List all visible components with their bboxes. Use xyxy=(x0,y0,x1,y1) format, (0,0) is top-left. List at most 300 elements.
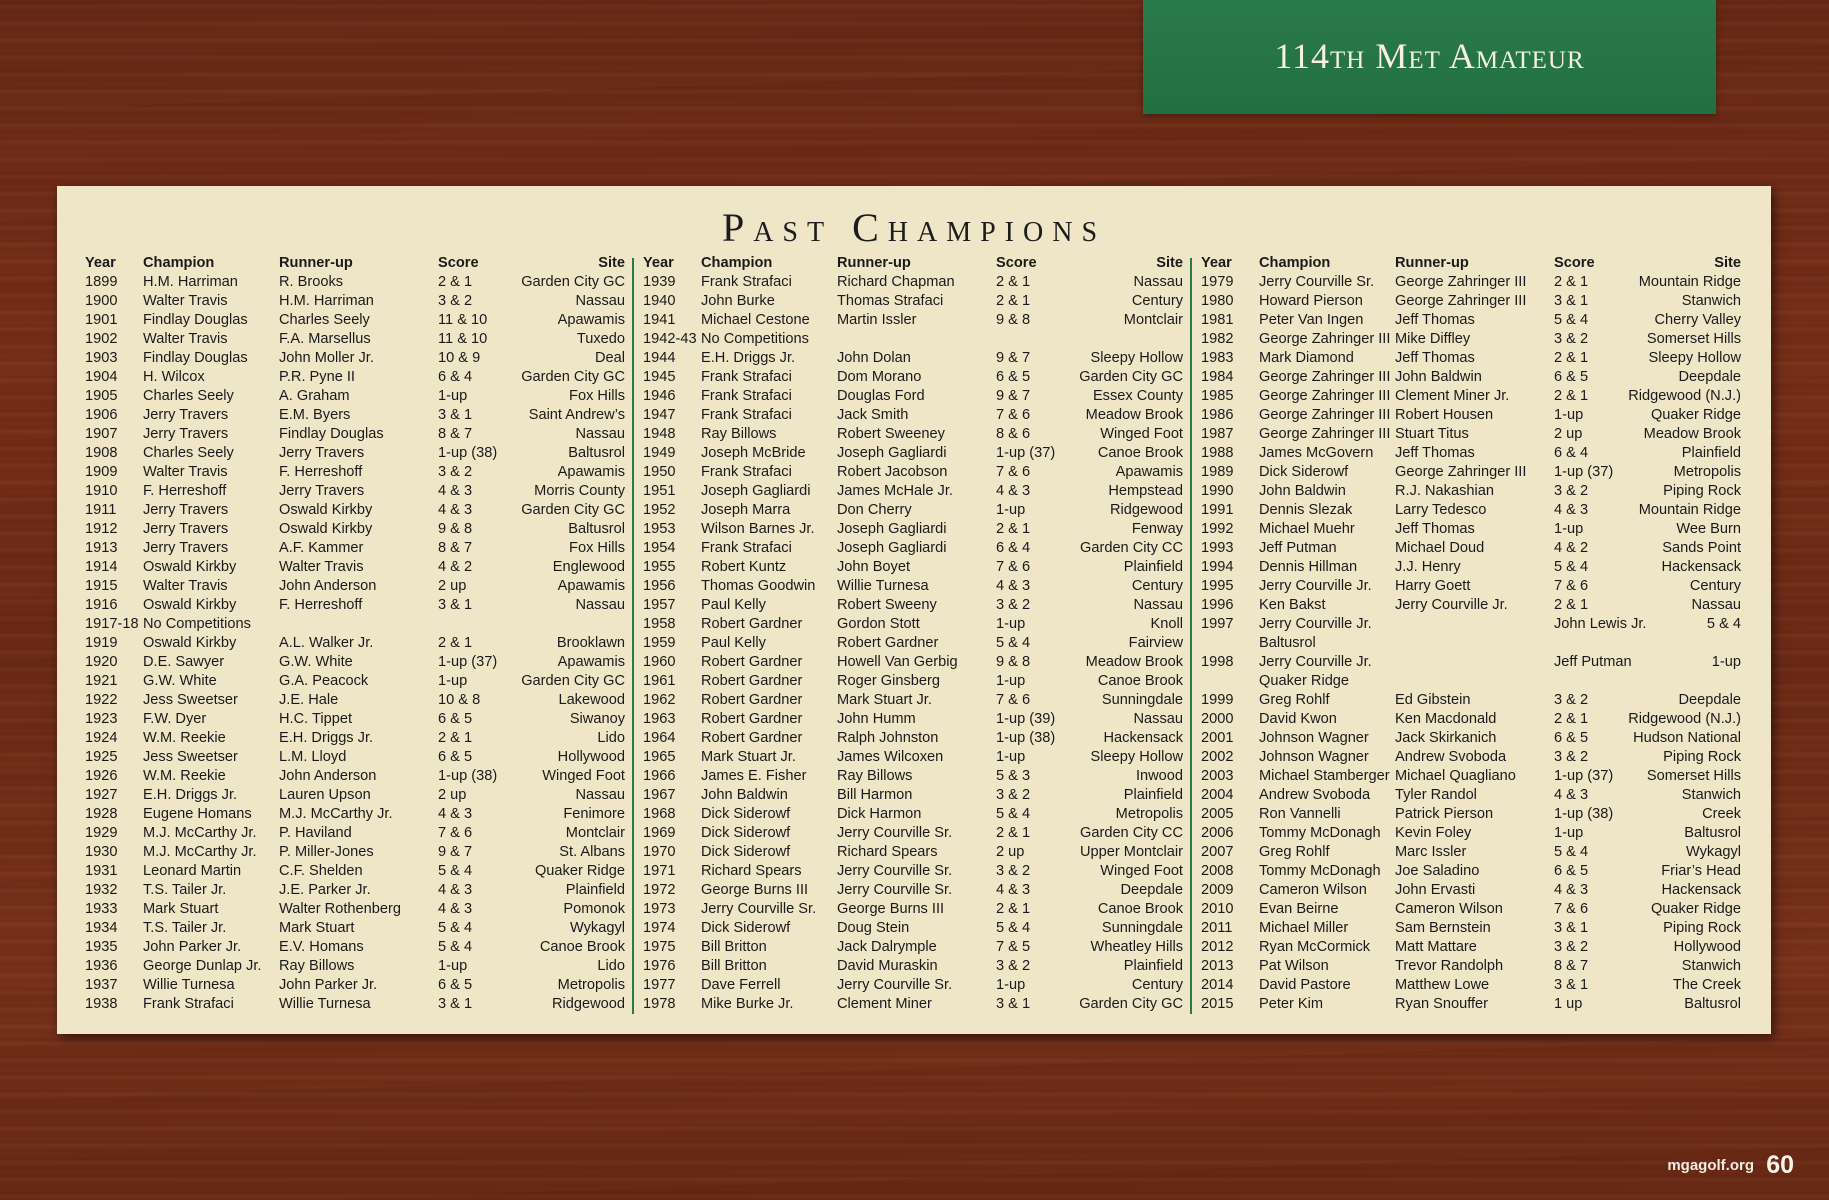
score-cell: 7 & 6 xyxy=(996,407,1031,423)
runner-up-cell: Jack Smith xyxy=(837,407,909,423)
table-row xyxy=(85,330,625,349)
site-cell: Ridgewood xyxy=(551,996,625,1012)
year-cell: 1978 xyxy=(643,996,676,1012)
site-cell: 1-up xyxy=(1711,654,1741,670)
runner-up-cell: Ralph Johnston xyxy=(837,730,939,746)
site-cell: Stanwich xyxy=(1681,787,1741,803)
champion-cell: Ken Bakst xyxy=(1259,597,1326,613)
year-cell: 1953 xyxy=(643,521,676,537)
runner-up-cell: J.E. Parker Jr. xyxy=(279,882,371,898)
champion-cell: George Zahringer III xyxy=(1259,388,1391,404)
runner-up-cell: Tyler Randol xyxy=(1395,787,1477,803)
score-cell: 7 & 6 xyxy=(1554,578,1589,594)
score-cell: 2 up xyxy=(438,578,467,594)
table-row xyxy=(85,577,625,596)
site-cell: Quaker Ridge xyxy=(534,863,625,879)
site-cell: Mountain Ridge xyxy=(1638,502,1741,518)
champion-cell: Pat Wilson xyxy=(1259,958,1329,974)
runner-up-cell: Gordon Stott xyxy=(837,616,920,632)
champion-cell: Dave Ferrell xyxy=(701,977,781,993)
runner-up-cell: Jeff Thomas xyxy=(1395,521,1475,537)
year-cell: 1939 xyxy=(643,274,676,290)
score-cell: 1-up (38) xyxy=(996,730,1056,746)
year-cell: 2014 xyxy=(1201,977,1234,993)
site-cell: Pomonok xyxy=(563,901,625,917)
champion-cell: No Competitions xyxy=(701,331,809,347)
year-cell: 1985 xyxy=(1201,388,1234,404)
site-cell: Deepdale xyxy=(1678,369,1741,385)
runner-up-cell: Ray Billows xyxy=(837,768,913,784)
table-row xyxy=(1201,330,1741,349)
site-cell: Brooklawn xyxy=(556,635,625,651)
year-cell: 1917-18 xyxy=(85,616,139,632)
site-cell: Winged Foot xyxy=(1100,863,1183,879)
year-cell: 1956 xyxy=(643,578,676,594)
score-cell: 4 & 2 xyxy=(1554,540,1589,556)
score-cell: 2 & 1 xyxy=(996,521,1031,537)
table-row xyxy=(643,653,1183,672)
champion-cell: Robert Gardner xyxy=(701,711,803,727)
champion-cell: John Baldwin xyxy=(701,787,788,803)
runner-up-cell: Cameron Wilson xyxy=(1395,901,1503,917)
score-cell: 4 & 3 xyxy=(996,578,1031,594)
champion-cell: Ray Billows xyxy=(701,426,777,442)
year-cell: 1914 xyxy=(85,559,118,575)
banner-title: 114th Met Amateur xyxy=(1274,36,1585,76)
table-row xyxy=(85,919,625,938)
champion-cell: Robert Gardner xyxy=(701,692,803,708)
year-cell: 1977 xyxy=(643,977,676,993)
champion-cell: Michael Stamberger xyxy=(1259,768,1390,784)
runner-up-cell: Jeff Thomas xyxy=(1395,350,1475,366)
table-row xyxy=(1201,368,1741,387)
table-row xyxy=(643,558,1183,577)
score-cell: 1-up (37) xyxy=(438,654,498,670)
runner-up-cell: Matt Mattare xyxy=(1395,939,1477,955)
runner-up-cell: Oswald Kirkby xyxy=(279,502,373,518)
score-cell: 9 & 8 xyxy=(996,654,1031,670)
score-cell: 9 & 7 xyxy=(996,350,1031,366)
year-cell: 1966 xyxy=(643,768,676,784)
year-cell: 1992 xyxy=(1201,521,1234,537)
table-header-row xyxy=(85,254,625,273)
site-cell: Garden City GC xyxy=(521,369,625,385)
site-cell: Meadow Brook xyxy=(1643,426,1741,442)
year-cell: 1935 xyxy=(85,939,118,955)
table-row xyxy=(1201,957,1741,976)
table-row xyxy=(85,729,625,748)
site-cell: Plainfield xyxy=(1681,445,1741,461)
year-cell: 1969 xyxy=(643,825,676,841)
runner-up-cell: F. Herreshoff xyxy=(279,464,363,480)
champion-cell: Joseph Marra xyxy=(701,502,791,518)
champion-cell: Jeff Putman xyxy=(1259,540,1337,556)
site-cell: Garden City CC xyxy=(1080,540,1183,556)
champion-cell: Bill Britton xyxy=(701,939,767,955)
runner-up-cell: Stuart Titus xyxy=(1395,426,1469,442)
site-cell: Wheatley Hills xyxy=(1090,939,1183,955)
runner-up-cell: Charles Seely xyxy=(279,312,370,328)
champion-cell: Frank Strafaci xyxy=(701,274,792,290)
score-header: Score xyxy=(996,255,1037,271)
table-row xyxy=(85,672,625,691)
runner-up-cell: Andrew Svoboda xyxy=(1395,749,1507,765)
year-cell: 1945 xyxy=(643,369,676,385)
runner-up-cell: A. Graham xyxy=(279,388,350,404)
site-cell: Siwanoy xyxy=(569,711,625,727)
score-cell: 3 & 2 xyxy=(438,464,473,480)
year-cell: 1899 xyxy=(85,274,118,290)
site-cell: Meadow Brook xyxy=(1085,654,1183,670)
table-row xyxy=(85,805,625,824)
year-cell: 1960 xyxy=(643,654,676,670)
site-cell: Metropolis xyxy=(1673,464,1741,480)
site-cell: Knoll xyxy=(1150,616,1183,632)
runner-up-cell: John Boyet xyxy=(837,559,911,575)
champion-cell: Jerry Courville Sr. xyxy=(1259,274,1375,290)
champion-cell: T.S. Tailer Jr. xyxy=(143,920,227,936)
score-cell: 7 & 6 xyxy=(996,692,1031,708)
site-cell: Century xyxy=(1131,293,1183,309)
score-cell: 1 up xyxy=(1554,996,1583,1012)
site-cell: Essex County xyxy=(1092,388,1183,404)
score-cell: 1-up xyxy=(996,749,1026,765)
champion-cell: Paul Kelly xyxy=(701,597,766,613)
site-cell: Montclair xyxy=(1123,312,1183,328)
runner-up-cell: Willie Turnesa xyxy=(837,578,929,594)
runner-up-cell: Joe Saladino xyxy=(1395,863,1480,879)
score-cell: 4 & 3 xyxy=(996,483,1031,499)
table-row xyxy=(643,995,1183,1014)
table-row xyxy=(1201,786,1741,805)
table-row xyxy=(85,368,625,387)
champion-cell: John Baldwin xyxy=(1259,483,1346,499)
runner-up-cell: Robert Sweeney xyxy=(837,426,945,442)
runner-up-cell: Robert Sweeny xyxy=(837,597,937,613)
table-row xyxy=(643,843,1183,862)
champions-table-1939-1978 xyxy=(643,254,1183,1014)
score-cell: 11 & 10 xyxy=(438,331,488,347)
champion-cell: Jerry Courville Jr. xyxy=(1259,616,1372,632)
site-cell: Cherry Valley xyxy=(1654,312,1741,328)
score-cell: 3 & 2 xyxy=(996,863,1031,879)
runner-up-cell: A.L. Walker Jr. xyxy=(279,635,374,651)
score-cell: 3 & 2 xyxy=(1554,692,1589,708)
site-cell: Deepdale xyxy=(1678,692,1741,708)
champion-cell: M.J. McCarthy Jr. xyxy=(143,844,257,860)
site-cell: Englewood xyxy=(552,559,625,575)
table-row xyxy=(85,995,625,1014)
year-cell: 1984 xyxy=(1201,369,1234,385)
site-cell: Fox Hills xyxy=(569,388,625,404)
champion-cell: James McGovern xyxy=(1259,445,1374,461)
score-cell: 3 & 1 xyxy=(438,407,473,423)
runner-up-cell: Jerry Travers xyxy=(279,445,365,461)
year-cell: 1911 xyxy=(85,502,117,518)
score-cell: 2 & 1 xyxy=(1554,274,1589,290)
score-cell: 6 & 5 xyxy=(996,369,1031,385)
year-cell: 1948 xyxy=(643,426,676,442)
score-cell: 6 & 5 xyxy=(438,711,473,727)
year-cell: 1976 xyxy=(643,958,676,974)
score-cell: 2 up xyxy=(438,787,467,803)
table-row xyxy=(643,444,1183,463)
table-row xyxy=(643,919,1183,938)
year-cell: 1959 xyxy=(643,635,676,651)
site-cell: Mountain Ridge xyxy=(1638,274,1741,290)
runner-up-cell: P. Haviland xyxy=(279,825,352,841)
champion-cell: Dick Siderowf xyxy=(701,825,791,841)
year-cell: 1915 xyxy=(85,578,118,594)
table-row xyxy=(85,273,625,292)
table-row xyxy=(643,273,1183,292)
table-row xyxy=(1201,900,1741,919)
champion-cell: W.M. Reekie xyxy=(143,730,226,746)
year-cell: 1974 xyxy=(643,920,676,936)
champion-cell: Johnson Wagner xyxy=(1259,749,1369,765)
site-cell: Baltusrol xyxy=(568,445,625,461)
runner-up-cell: M.J. McCarthy Jr. xyxy=(279,806,393,822)
table-row xyxy=(643,463,1183,482)
year-cell: 1908 xyxy=(85,445,118,461)
champion-cell: George Zahringer III xyxy=(1259,331,1391,347)
champion-cell: Dennis Slezak xyxy=(1259,502,1353,518)
site-cell: St. Albans xyxy=(559,844,625,860)
score-cell: 5 & 4 xyxy=(1554,312,1589,328)
table-row xyxy=(85,349,625,368)
runner-up-cell: F.A. Marsellus xyxy=(279,331,371,347)
score-cell: 5 & 4 xyxy=(1554,559,1589,575)
score-cell: 4 & 3 xyxy=(438,806,473,822)
runner-up-cell: John Moller Jr. xyxy=(279,350,374,366)
table-row xyxy=(85,463,625,482)
table-row xyxy=(1201,634,1741,653)
table-row xyxy=(643,862,1183,881)
table-row xyxy=(85,558,625,577)
site-cell: Nassau xyxy=(575,426,625,442)
year-cell: 2002 xyxy=(1201,749,1234,765)
table-row xyxy=(1201,729,1741,748)
site-cell: Wee Burn xyxy=(1676,521,1741,537)
table-row xyxy=(1201,406,1741,425)
site-cell: Canoe Brook xyxy=(1097,445,1183,461)
score-cell: 4 & 3 xyxy=(438,483,473,499)
score-cell: 3 & 1 xyxy=(996,996,1031,1012)
table-row xyxy=(1201,767,1741,786)
year-cell: 1963 xyxy=(643,711,676,727)
year-cell: 1921 xyxy=(85,673,118,689)
champions-table-1939-before xyxy=(85,254,625,1014)
runner-up-header: Runner-up xyxy=(279,255,353,271)
year-cell: 1986 xyxy=(1201,407,1234,423)
table-row xyxy=(85,501,625,520)
score-cell: 1-up xyxy=(996,616,1026,632)
year-cell: 1901 xyxy=(85,312,118,328)
score-cell: John Lewis Jr. xyxy=(1554,616,1647,632)
year-cell: 1964 xyxy=(643,730,676,746)
runner-up-cell: Joseph Gagliardi xyxy=(837,445,947,461)
year-cell: 1932 xyxy=(85,882,118,898)
runner-up-cell: Walter Rothenberg xyxy=(279,901,401,917)
year-cell: 1909 xyxy=(85,464,118,480)
year-cell: 1975 xyxy=(643,939,676,955)
table-row xyxy=(1201,425,1741,444)
champion-cell: Jess Sweetser xyxy=(143,692,238,708)
score-cell: 9 & 8 xyxy=(996,312,1031,328)
column-divider xyxy=(632,258,634,1014)
table-row xyxy=(1201,501,1741,520)
year-cell: 1979 xyxy=(1201,274,1234,290)
score-cell: 9 & 7 xyxy=(996,388,1031,404)
site-cell: Upper Montclair xyxy=(1079,844,1183,860)
champion-cell: James E. Fisher xyxy=(701,768,807,784)
year-cell: 1919 xyxy=(85,635,118,651)
runner-up-cell: Roger Ginsberg xyxy=(837,673,941,689)
champion-header: Champion xyxy=(143,255,215,271)
site-cell: Fenway xyxy=(1131,521,1183,537)
champion-cell: George Dunlap Jr. xyxy=(143,958,262,974)
year-cell: 1910 xyxy=(85,483,118,499)
runner-up-cell: George Zahringer III xyxy=(1395,464,1527,480)
runner-up-cell: Marc Issler xyxy=(1395,844,1467,860)
year-cell: 1958 xyxy=(643,616,676,632)
runner-up-cell: Bill Harmon xyxy=(837,787,913,803)
score-cell: 1-up (37) xyxy=(1554,464,1614,480)
site-cell: Hollywood xyxy=(557,749,625,765)
table-row xyxy=(643,539,1183,558)
table-row xyxy=(643,672,1183,691)
champion-cell: Greg Rohlf xyxy=(1259,844,1330,860)
champion-cell: Leonard Martin xyxy=(143,863,242,879)
site-cell: Metropolis xyxy=(557,977,625,993)
year-cell: 1930 xyxy=(85,844,118,860)
champion-cell: Baltusrol xyxy=(1259,635,1316,651)
table-row xyxy=(1201,938,1741,957)
table-row xyxy=(85,406,625,425)
champion-cell: Tommy McDonagh xyxy=(1259,825,1381,841)
site-cell: Garden City GC xyxy=(1079,369,1183,385)
score-cell: 2 & 1 xyxy=(438,730,473,746)
table-row xyxy=(643,805,1183,824)
site-cell: Century xyxy=(1131,578,1183,594)
champion-cell: David Pastore xyxy=(1259,977,1351,993)
year-cell: 1931 xyxy=(85,863,118,879)
year-cell: 2015 xyxy=(1201,996,1234,1012)
champion-cell: Robert Gardner xyxy=(701,616,803,632)
site-cell: Lakewood xyxy=(558,692,625,708)
score-cell: 1-up xyxy=(1554,825,1584,841)
year-cell: 2003 xyxy=(1201,768,1234,784)
year-cell: 1983 xyxy=(1201,350,1234,366)
year-cell: 1971 xyxy=(643,863,676,879)
table-row xyxy=(1201,862,1741,881)
runner-up-cell: Patrick Pierson xyxy=(1395,806,1494,822)
year-cell: 1997 xyxy=(1201,616,1234,632)
champion-cell: Ron Vannelli xyxy=(1259,806,1341,822)
champions-table-1979-2015 xyxy=(1201,254,1741,1014)
column-divider xyxy=(1190,258,1192,1014)
score-cell: 1-up xyxy=(1554,521,1584,537)
footer-url[interactable]: mgagolf.org xyxy=(1667,1157,1754,1174)
year-cell: 2010 xyxy=(1201,901,1234,917)
table-row xyxy=(643,691,1183,710)
runner-up-cell: James Wilcoxen xyxy=(837,749,944,765)
table-row xyxy=(1201,273,1741,292)
year-cell: 1981 xyxy=(1201,312,1234,328)
score-cell: 3 & 1 xyxy=(438,996,473,1012)
year-cell: 1982 xyxy=(1201,331,1234,347)
champion-cell: Michael Cestone xyxy=(701,312,810,328)
table-row xyxy=(85,596,625,615)
score-cell: 1-up (37) xyxy=(1554,768,1614,784)
champion-cell: Robert Gardner xyxy=(701,730,803,746)
site-cell: Somerset Hills xyxy=(1646,768,1741,784)
table-row xyxy=(643,520,1183,539)
site-cell: Sunningdale xyxy=(1101,920,1183,936)
year-cell: 1927 xyxy=(85,787,118,803)
runner-up-cell: Dom Morano xyxy=(837,369,922,385)
table-row xyxy=(85,938,625,957)
champion-cell: Jerry Travers xyxy=(143,540,229,556)
site-cell: Tuxedo xyxy=(576,331,625,347)
runner-up-cell: Ken Macdonald xyxy=(1395,711,1497,727)
table-row xyxy=(1201,805,1741,824)
champion-cell: Jess Sweetser xyxy=(143,749,238,765)
score-cell: 5 & 4 xyxy=(996,806,1031,822)
table-row xyxy=(643,710,1183,729)
champion-cell: Bill Britton xyxy=(701,958,767,974)
site-cell: Deepdale xyxy=(1120,882,1183,898)
score-cell: 6 & 5 xyxy=(438,749,473,765)
year-cell: 1946 xyxy=(643,388,676,404)
score-cell: 2 & 1 xyxy=(1554,388,1589,404)
runner-up-cell: Robert Gardner xyxy=(837,635,939,651)
score-cell: 6 & 4 xyxy=(1554,445,1589,461)
year-cell: 1920 xyxy=(85,654,118,670)
year-cell: 1912 xyxy=(85,521,118,537)
table-row xyxy=(643,501,1183,520)
score-cell: 3 & 2 xyxy=(1554,939,1589,955)
table-row xyxy=(85,539,625,558)
runner-up-cell: Jerry Travers xyxy=(279,483,365,499)
site-cell: The Creek xyxy=(1672,977,1741,993)
table-row xyxy=(85,520,625,539)
champion-cell: Jerry Courville Sr. xyxy=(701,901,817,917)
score-cell: 1-up (38) xyxy=(1554,806,1614,822)
year-cell: 1928 xyxy=(85,806,118,822)
runner-up-cell: Jeff Thomas xyxy=(1395,445,1475,461)
champion-cell: F. Herreshoff xyxy=(143,483,227,499)
table-row xyxy=(85,900,625,919)
runner-up-cell: Willie Turnesa xyxy=(279,996,371,1012)
site-cell: Plainfield xyxy=(1123,787,1183,803)
champion-cell: Charles Seely xyxy=(143,388,234,404)
champion-cell: Oswald Kirkby xyxy=(143,597,237,613)
runner-up-cell: Joseph Gagliardi xyxy=(837,540,947,556)
score-cell: 5 & 4 xyxy=(438,863,473,879)
year-cell: 1929 xyxy=(85,825,118,841)
site-cell: Winged Foot xyxy=(1100,426,1183,442)
champion-cell: Peter Kim xyxy=(1259,996,1324,1012)
champion-cell: Dick Siderowf xyxy=(701,844,791,860)
score-cell: 5 & 4 xyxy=(438,920,473,936)
champion-cell: Walter Travis xyxy=(143,578,228,594)
site-header: Site xyxy=(1156,255,1183,271)
year-cell: 1955 xyxy=(643,559,676,575)
site-cell: Quaker Ridge xyxy=(1650,901,1741,917)
champion-cell: Robert Gardner xyxy=(701,673,803,689)
table-row xyxy=(1201,482,1741,501)
